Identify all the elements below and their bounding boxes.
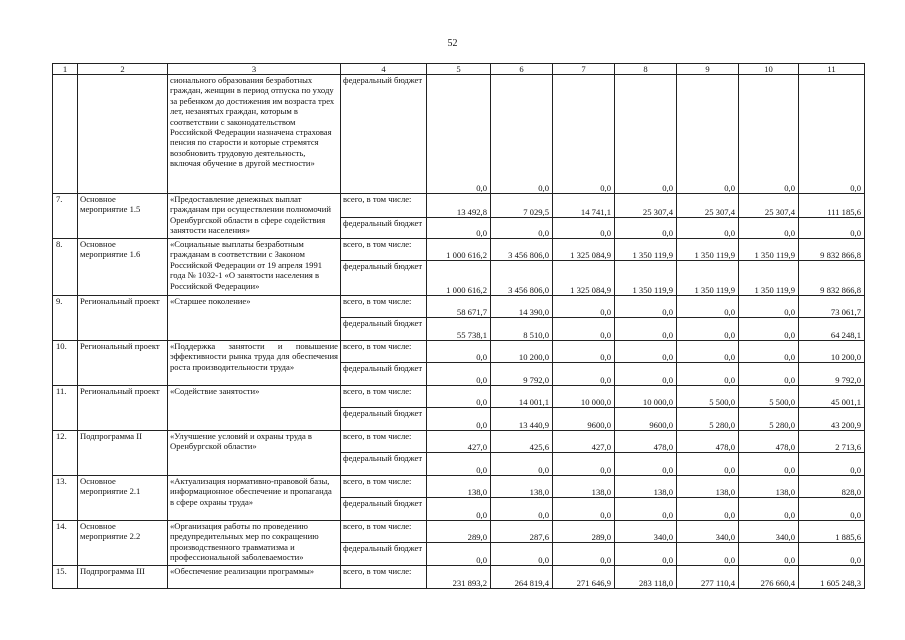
amount-cell xyxy=(491,239,553,296)
amount-cell xyxy=(677,476,739,521)
amount-cell xyxy=(491,341,553,386)
program-description: «Социальные выплаты безработным гражданам в соответствии с Законом Российской Федерации от 19 апреля 1991 года № 1032-1 «О занятости населения в Российской Федерации» xyxy=(168,239,341,296)
amount-value: 478,0 xyxy=(739,431,798,453)
amount-value: 1 350 119,9 xyxy=(754,284,795,295)
amount-value: 9 832 866,8 xyxy=(820,284,861,295)
column-number-cell: 5 xyxy=(427,64,491,75)
funding-source-label: федеральный бюджет xyxy=(343,363,423,373)
amount-value: 0,0 xyxy=(476,419,487,430)
amount-cell xyxy=(427,386,491,431)
amount-value: 0,0 xyxy=(724,182,735,193)
amount-value: 0,0 xyxy=(476,554,487,565)
amount-value: 0,0 xyxy=(724,374,735,385)
program-description: «Актуализация нормативно-правовой базы, информационное обеспечение и пропаганда в сфере охраны труда» xyxy=(168,476,341,521)
amount-cell xyxy=(427,341,491,386)
amount-value: 0,0 xyxy=(662,509,673,520)
amount-value: 9 792,0 xyxy=(523,374,549,385)
amount-cell xyxy=(799,194,865,239)
amount-cell xyxy=(427,521,491,566)
amount-value: 10 000,0 xyxy=(615,386,676,408)
amount-value: 5 500,0 xyxy=(677,386,738,408)
amount-cell xyxy=(799,239,865,296)
amount-cell xyxy=(739,566,799,589)
amount-value: 0,0 xyxy=(427,341,490,363)
amount-value: 1 350 119,9 xyxy=(615,239,676,261)
amount-value: 0,0 xyxy=(850,464,861,475)
amount-value: 0,0 xyxy=(662,374,673,385)
amount-value: 0,0 xyxy=(724,554,735,565)
funding-source-label: всего, в том числе: xyxy=(343,566,412,576)
amount-value: 0,0 xyxy=(476,227,487,238)
table-row xyxy=(53,521,865,566)
amount-value: 0,0 xyxy=(662,182,673,193)
amount-cell xyxy=(553,476,615,521)
amount-value: 0,0 xyxy=(724,329,735,340)
amount-value: 478,0 xyxy=(677,431,738,453)
table-row xyxy=(53,566,865,589)
funding-source-cell xyxy=(341,386,427,431)
funding-source-label: федеральный бюджет xyxy=(343,75,423,85)
amount-value: 138,0 xyxy=(739,476,798,498)
amount-value: 1 885,6 xyxy=(799,521,864,543)
amount-value: 0,0 xyxy=(662,464,673,475)
funding-source-cell xyxy=(341,296,427,341)
amount-value: 0,0 xyxy=(600,182,611,193)
amount-value: 14 741,1 xyxy=(553,194,614,218)
amount-value: 0,0 xyxy=(850,554,861,565)
amount-cell xyxy=(553,341,615,386)
program-name: Основное мероприятие 2.2 xyxy=(78,521,168,566)
amount-value: 0,0 xyxy=(600,227,611,238)
amount-cell xyxy=(615,341,677,386)
amount-cell xyxy=(615,194,677,239)
amount-value: 287,6 xyxy=(491,521,552,543)
amount-value: 425,6 xyxy=(491,431,552,453)
amount-value: 55 738,1 xyxy=(456,329,487,340)
amount-cell xyxy=(553,431,615,476)
amount-value: 0,0 xyxy=(677,341,738,363)
amount-value: 0,0 xyxy=(850,509,861,520)
amount-value: 13 440,9 xyxy=(518,419,549,430)
amount-value: 64 248,1 xyxy=(830,329,861,340)
table-row xyxy=(53,341,865,386)
amount-cell xyxy=(739,341,799,386)
program-description: «Предоставление денежных выплат гражданам при осуществлении полномочий Оренбургской области в сфере содействия занятости населения» xyxy=(168,194,341,239)
amount-cell xyxy=(553,194,615,239)
amount-value: 9600,0 xyxy=(587,419,611,430)
amount-cell xyxy=(491,476,553,521)
amount-value: 0,0 xyxy=(662,329,673,340)
amount-cell xyxy=(491,386,553,431)
funding-source-label: федеральный бюджет xyxy=(343,543,423,553)
amount-value: 7 029,5 xyxy=(491,194,552,218)
amount-value: 0,0 xyxy=(476,182,487,193)
amount-value: 0,0 xyxy=(615,341,676,363)
row-number: 11. xyxy=(53,386,78,431)
row-number xyxy=(53,75,78,194)
table-row xyxy=(53,431,865,476)
amount-value: 25 307,4 xyxy=(677,194,738,218)
amount-value: 25 307,4 xyxy=(615,194,676,218)
amount-value: 138,0 xyxy=(491,476,552,498)
amount-value: 2 713,6 xyxy=(799,431,864,453)
amount-cell xyxy=(739,431,799,476)
amount-cell xyxy=(553,386,615,431)
amount-value: 138,0 xyxy=(677,476,738,498)
amount-value: 9600,0 xyxy=(649,419,673,430)
amount-cell xyxy=(553,521,615,566)
amount-cell xyxy=(427,566,491,589)
amount-value: 289,0 xyxy=(427,521,490,543)
amount-cell xyxy=(799,566,865,589)
amount-cell xyxy=(799,521,865,566)
amount-cell xyxy=(491,431,553,476)
amount-value: 264 819,4 xyxy=(514,577,549,588)
column-number-row xyxy=(53,64,865,75)
amount-cell xyxy=(615,476,677,521)
program-description: сионального образования безработных граждан, женщин в период отпуска по уходу за ребенком до достижения им возраста трех лет, незанятых граждан, которым в соответствии с законодательством Российской Федерации назначена страховая пенсия по старости и которые стремятся возобновить трудовую деятельность, включая обучение в другой местности» xyxy=(168,75,341,194)
funding-source-label: всего, в том числе: xyxy=(341,386,426,408)
amount-value: 0,0 xyxy=(784,464,795,475)
amount-value: 0,0 xyxy=(724,509,735,520)
amount-value: 427,0 xyxy=(553,431,614,453)
amount-value: 0,0 xyxy=(784,182,795,193)
amount-value: 0,0 xyxy=(662,227,673,238)
amount-value: 0,0 xyxy=(538,227,549,238)
amount-cell xyxy=(677,566,739,589)
amount-value: 0,0 xyxy=(724,227,735,238)
amount-value: 340,0 xyxy=(677,521,738,543)
funding-source-label: всего, в том числе: xyxy=(341,476,426,498)
amount-cell xyxy=(799,75,865,194)
amount-cell xyxy=(799,386,865,431)
amount-value: 0,0 xyxy=(600,374,611,385)
amount-value: 43 200,9 xyxy=(830,419,861,430)
column-number-cell: 2 xyxy=(78,64,168,75)
amount-value: 1 350 119,9 xyxy=(632,284,673,295)
column-number-cell: 1 xyxy=(53,64,78,75)
amount-cell xyxy=(427,194,491,239)
amount-cell xyxy=(427,431,491,476)
amount-value: 3 456 806,0 xyxy=(508,284,549,295)
amount-value: 45 001,1 xyxy=(799,386,864,408)
amount-cell xyxy=(615,431,677,476)
amount-cell xyxy=(427,75,491,194)
amount-value: 138,0 xyxy=(427,476,490,498)
amount-value: 0,0 xyxy=(600,554,611,565)
amount-cell xyxy=(739,476,799,521)
funding-source-label: федеральный бюджет xyxy=(343,318,423,328)
amount-value: 0,0 xyxy=(427,386,490,408)
amount-value: 138,0 xyxy=(615,476,676,498)
table-row xyxy=(53,476,865,521)
program-description: «Поддержка занятости и повышение эффективности рынка труда для обеспечения роста производительности труда» xyxy=(168,341,341,386)
amount-cell xyxy=(677,521,739,566)
column-number-cell: 7 xyxy=(553,64,615,75)
funding-source-cell xyxy=(341,75,427,194)
amount-value: 0,0 xyxy=(784,374,795,385)
column-number-cell: 4 xyxy=(341,64,427,75)
amount-value: 0,0 xyxy=(476,374,487,385)
amount-cell xyxy=(615,75,677,194)
row-number: 13. xyxy=(53,476,78,521)
funding-source-label: всего, в том числе: xyxy=(341,431,426,453)
column-number-cell: 11 xyxy=(799,64,865,75)
amount-value: 271 646,9 xyxy=(576,577,611,588)
amount-value: 0,0 xyxy=(784,329,795,340)
program-name: Региональный проект xyxy=(78,296,168,341)
amount-value: 283 118,0 xyxy=(638,577,673,588)
amount-value: 0,0 xyxy=(600,329,611,340)
row-number: 7. xyxy=(53,194,78,239)
amount-value: 14 001,1 xyxy=(491,386,552,408)
funding-source-cell xyxy=(341,521,427,566)
funding-source-label: федеральный бюджет xyxy=(343,498,423,508)
program-name xyxy=(78,75,168,194)
amount-cell xyxy=(491,194,553,239)
amount-cell xyxy=(491,521,553,566)
funding-source-cell xyxy=(341,239,427,296)
amount-cell xyxy=(553,75,615,194)
funding-source-label: федеральный бюджет xyxy=(343,408,423,418)
amount-value: 1 605 248,3 xyxy=(820,577,861,588)
program-name: Основное мероприятие 1.5 xyxy=(78,194,168,239)
amount-cell xyxy=(615,386,677,431)
table-row xyxy=(53,386,865,431)
row-number: 14. xyxy=(53,521,78,566)
amount-cell xyxy=(677,239,739,296)
column-number-cell: 8 xyxy=(615,64,677,75)
amount-value: 5 280,0 xyxy=(709,419,735,430)
amount-value: 5 500,0 xyxy=(739,386,798,408)
funding-source-cell xyxy=(341,476,427,521)
amount-value: 5 280,0 xyxy=(769,419,795,430)
amount-value: 0,0 xyxy=(850,227,861,238)
amount-cell xyxy=(615,566,677,589)
funding-source-label: всего, в том числе: xyxy=(341,296,426,318)
table-row xyxy=(53,75,865,194)
funding-source-cell xyxy=(341,431,427,476)
amount-cell xyxy=(615,521,677,566)
amount-cell xyxy=(739,296,799,341)
program-name: Подпрограмма III xyxy=(78,566,168,589)
amount-value: 0,0 xyxy=(615,296,676,318)
amount-cell xyxy=(677,296,739,341)
amount-value: 0,0 xyxy=(850,182,861,193)
amount-value: 1 325 084,9 xyxy=(553,239,614,261)
program-description: «Обеспечение реализации программы» xyxy=(168,566,341,589)
table-row xyxy=(53,194,865,239)
funding-source-cell xyxy=(341,341,427,386)
column-number-cell: 10 xyxy=(739,64,799,75)
amount-value: 8 510,0 xyxy=(523,329,549,340)
amount-value: 0,0 xyxy=(538,182,549,193)
amount-cell xyxy=(739,75,799,194)
program-name: Региональный проект xyxy=(78,341,168,386)
amount-cell xyxy=(491,75,553,194)
program-name: Основное мероприятие 1.6 xyxy=(78,239,168,296)
amount-cell xyxy=(677,386,739,431)
amount-value: 73 061,7 xyxy=(799,296,864,318)
amount-value: 0,0 xyxy=(677,296,738,318)
column-number-cell: 3 xyxy=(168,64,341,75)
amount-cell xyxy=(427,239,491,296)
amount-value: 478,0 xyxy=(615,431,676,453)
amount-value: 0,0 xyxy=(538,509,549,520)
amount-value: 1 325 084,9 xyxy=(570,284,611,295)
amount-cell xyxy=(799,476,865,521)
amount-value: 1 350 119,9 xyxy=(694,284,735,295)
funding-source-cell xyxy=(341,566,427,589)
row-number: 8. xyxy=(53,239,78,296)
funding-source-label: всего, в том числе: xyxy=(341,239,426,261)
program-description: «Содействие занятости» xyxy=(168,386,341,431)
amount-value: 0,0 xyxy=(600,509,611,520)
funding-source-cell xyxy=(341,194,427,239)
table-row xyxy=(53,296,865,341)
amount-cell xyxy=(739,386,799,431)
amount-cell xyxy=(799,431,865,476)
amount-value: 0,0 xyxy=(553,341,614,363)
funding-source-label: федеральный бюджет xyxy=(343,261,423,271)
amount-value: 0,0 xyxy=(538,554,549,565)
funding-source-label: всего, в том числе: xyxy=(341,194,426,218)
amount-value: 828,0 xyxy=(799,476,864,498)
amount-cell xyxy=(799,296,865,341)
program-description: «Улучшение условий и охраны труда в Оренбургской области» xyxy=(168,431,341,476)
amount-cell xyxy=(677,431,739,476)
amount-value: 9 832 866,8 xyxy=(799,239,864,261)
amount-value: 0,0 xyxy=(538,464,549,475)
amount-value: 289,0 xyxy=(553,521,614,543)
program-name: Региональный проект xyxy=(78,386,168,431)
amount-value: 427,0 xyxy=(427,431,490,453)
amount-cell xyxy=(739,521,799,566)
amount-cell xyxy=(491,296,553,341)
amount-cell xyxy=(677,194,739,239)
program-funding-table xyxy=(52,63,865,589)
amount-cell xyxy=(553,296,615,341)
amount-value: 111 185,6 xyxy=(799,194,864,218)
amount-cell xyxy=(615,296,677,341)
page-number: 52 xyxy=(447,38,458,49)
column-number-cell: 9 xyxy=(677,64,739,75)
amount-value: 10 000,0 xyxy=(553,386,614,408)
program-description: «Организация работы по проведению предупредительных мер по сокращению производственного травматизма и профессиональной заболеваемости» xyxy=(168,521,341,566)
funding-source-label: всего, в том числе: xyxy=(341,341,426,363)
column-number-cell: 6 xyxy=(491,64,553,75)
row-number: 9. xyxy=(53,296,78,341)
amount-value: 0,0 xyxy=(662,554,673,565)
amount-cell xyxy=(427,476,491,521)
table-row xyxy=(53,239,865,296)
amount-cell xyxy=(739,194,799,239)
amount-value: 276 660,4 xyxy=(760,577,795,588)
amount-value: 0,0 xyxy=(784,554,795,565)
amount-value: 138,0 xyxy=(553,476,614,498)
amount-cell xyxy=(799,341,865,386)
amount-value: 0,0 xyxy=(724,464,735,475)
funding-source-label: всего, в том числе: xyxy=(341,521,426,543)
funding-source-label: федеральный бюджет xyxy=(343,453,423,463)
row-number: 10. xyxy=(53,341,78,386)
amount-value: 25 307,4 xyxy=(739,194,798,218)
amount-value: 14 390,0 xyxy=(491,296,552,318)
amount-value: 340,0 xyxy=(615,521,676,543)
amount-value: 0,0 xyxy=(784,509,795,520)
amount-cell xyxy=(677,341,739,386)
amount-value: 10 200,0 xyxy=(491,341,552,363)
amount-value: 1 350 119,9 xyxy=(677,239,738,261)
amount-cell xyxy=(427,296,491,341)
amount-value: 231 893,2 xyxy=(452,577,487,588)
amount-value: 9 792,0 xyxy=(835,374,861,385)
amount-value: 10 200,0 xyxy=(799,341,864,363)
amount-value: 1 000 616,2 xyxy=(427,239,490,261)
amount-cell xyxy=(677,75,739,194)
program-description: «Старшее поколение» xyxy=(168,296,341,341)
program-name: Подпрограмма II xyxy=(78,431,168,476)
amount-value: 0,0 xyxy=(739,341,798,363)
amount-value: 0,0 xyxy=(600,464,611,475)
amount-value: 277 110,4 xyxy=(700,577,735,588)
amount-cell xyxy=(615,239,677,296)
amount-value: 58 671,7 xyxy=(427,296,490,318)
amount-value: 340,0 xyxy=(739,521,798,543)
amount-cell xyxy=(553,566,615,589)
amount-value: 3 456 806,0 xyxy=(491,239,552,261)
amount-value: 1 350 119,9 xyxy=(739,239,798,261)
amount-value: 0,0 xyxy=(476,464,487,475)
amount-cell xyxy=(739,239,799,296)
amount-cell xyxy=(491,566,553,589)
amount-cell xyxy=(553,239,615,296)
row-number: 12. xyxy=(53,431,78,476)
amount-value: 0,0 xyxy=(553,296,614,318)
amount-value: 0,0 xyxy=(476,509,487,520)
amount-value: 1 000 616,2 xyxy=(446,284,487,295)
amount-value: 0,0 xyxy=(739,296,798,318)
funding-source-label: федеральный бюджет xyxy=(343,218,423,228)
program-name: Основное мероприятие 2.1 xyxy=(78,476,168,521)
amount-value: 13 492,8 xyxy=(427,194,490,218)
row-number: 15. xyxy=(53,566,78,589)
amount-value: 0,0 xyxy=(784,227,795,238)
